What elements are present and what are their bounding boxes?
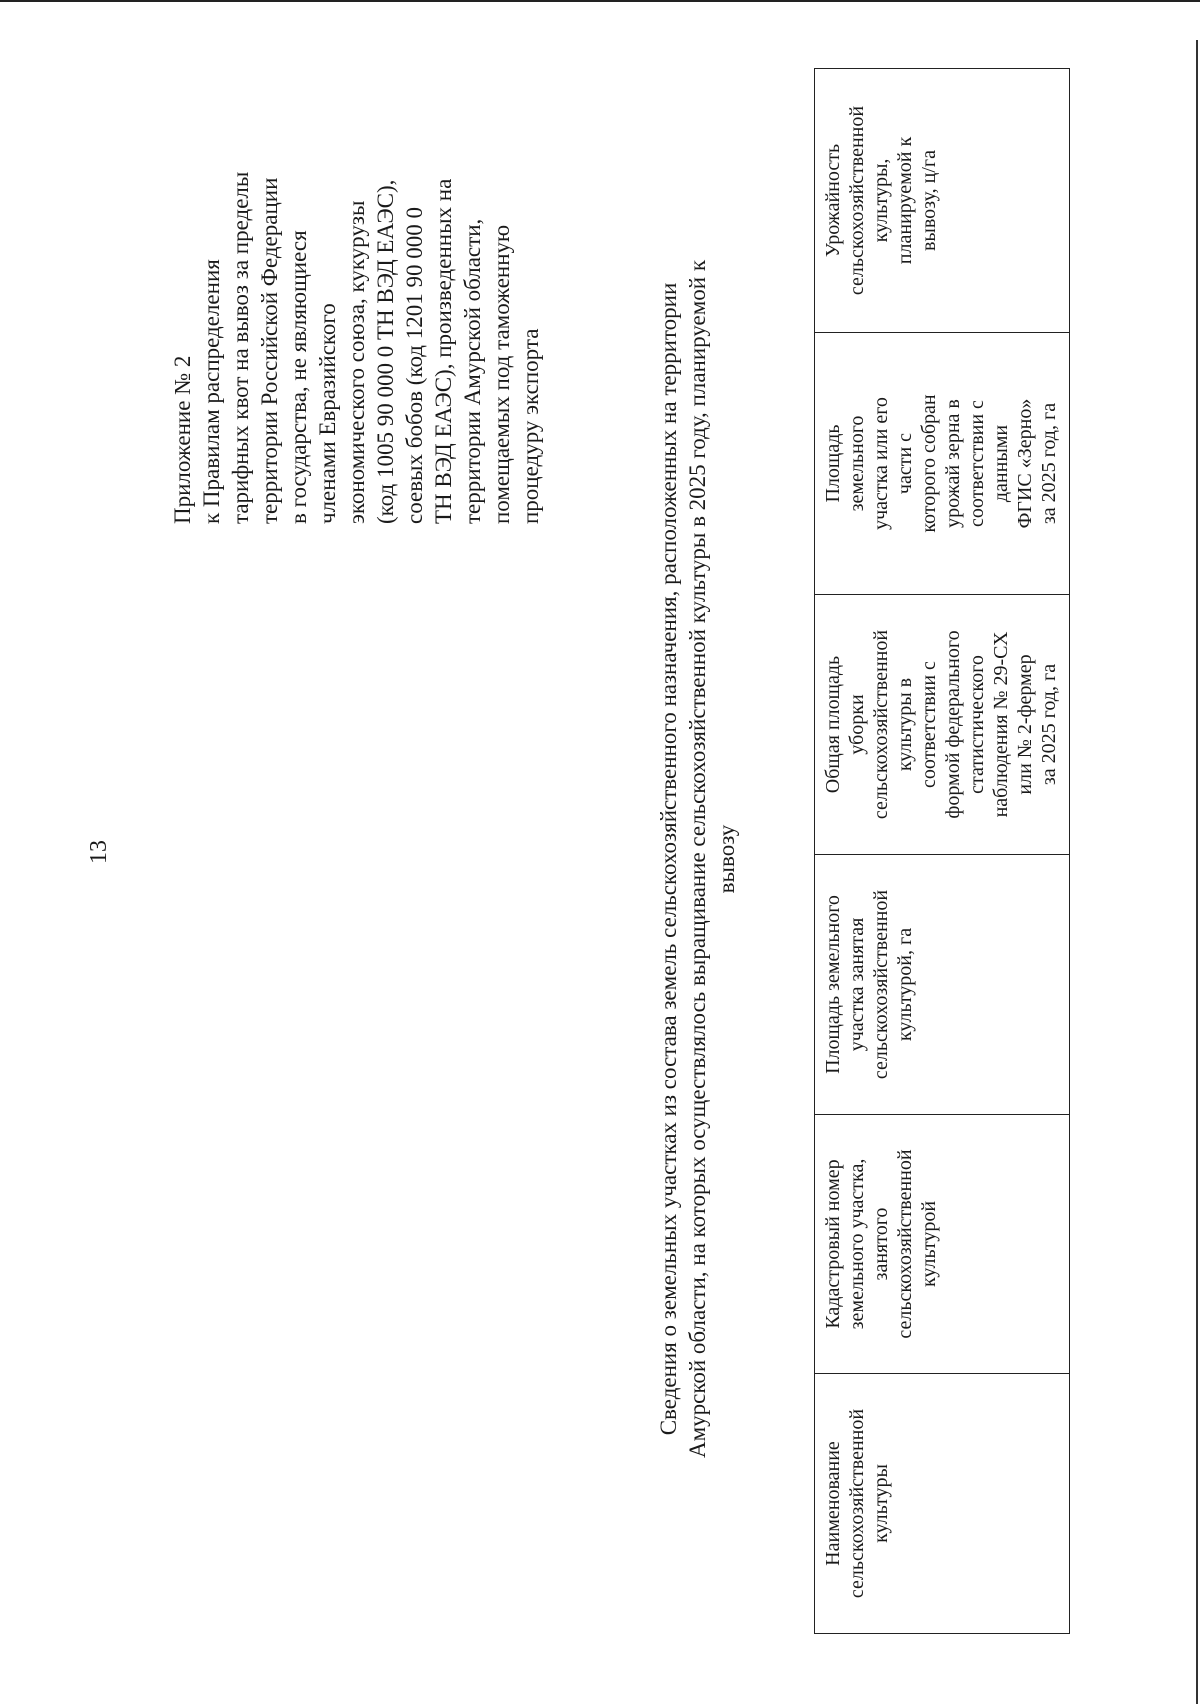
annex-line: территории Амурской области, [460, 218, 485, 524]
heading-line: вывозу [714, 824, 739, 894]
annex-line: соевых бобов (код 1201 90 000 0 [402, 207, 427, 524]
table-header-row [815, 69, 1070, 1634]
annex-line: (код 1005 90 000 0 ТН ВЭД ЕАЭС), [373, 179, 398, 524]
land-plots-table [814, 68, 1070, 1634]
heading-line: Сведения о земельных участках из состава земель сельскохозяйственного назначения, расположенных на территории [656, 282, 681, 1436]
column-header-yield: Урожайность сельскохозяйственной культуры, планируемой к вывозу, ц/га [815, 69, 1070, 333]
annex-line: помещаемых под таможенную [489, 224, 514, 524]
column-header-cadastral-number: Кадастровый номер земельного участка, занятого сельскохозяйственной культурой [815, 1115, 1070, 1374]
column-header-fgis-area: Площадь земельного участка или его части с которого собран урожай зерна в соответствии с данными ФГИС «Зерно» за 2025 год, га [815, 333, 1070, 595]
column-header-harvest-area: Общая площадь уборки сельскохозяйственной культуры в соответствии с формой федерального статистического наблюдения № 29-СХ или № 2-фермер за 2025 год, га [815, 595, 1070, 855]
annex-line: процедуру экспорта [518, 328, 543, 524]
annex-line: к Правилам распределения [199, 259, 224, 524]
column-header-crop-name: Наименование сельскохозяйственной культуры [815, 1374, 1070, 1634]
page-number: 13 [86, 840, 112, 864]
annex-line: членами Евразийского [315, 303, 340, 524]
annex-block [168, 54, 545, 524]
document-heading [654, 64, 741, 1654]
annex-line: территории Российской Федерации [257, 177, 282, 524]
annex-line: ТН ВЭД ЕАЭС), произведенных на [431, 178, 456, 524]
annex-line: в государства, не являющиеся [286, 230, 311, 524]
heading-line: Амурской области, на которых осуществлялось выращивание сельскохозяйственной культуры в 2025 году, планируемой к [685, 259, 710, 1459]
annex-line: экономического союза, кукурузы [344, 200, 369, 524]
annex-line: тарифных квот на вывоз за пределы [228, 171, 253, 524]
annex-line: Приложение № 2 [170, 355, 195, 524]
column-header-plot-area: Площадь земельного участка занятая сельскохозяйственной культурой, га [815, 855, 1070, 1115]
